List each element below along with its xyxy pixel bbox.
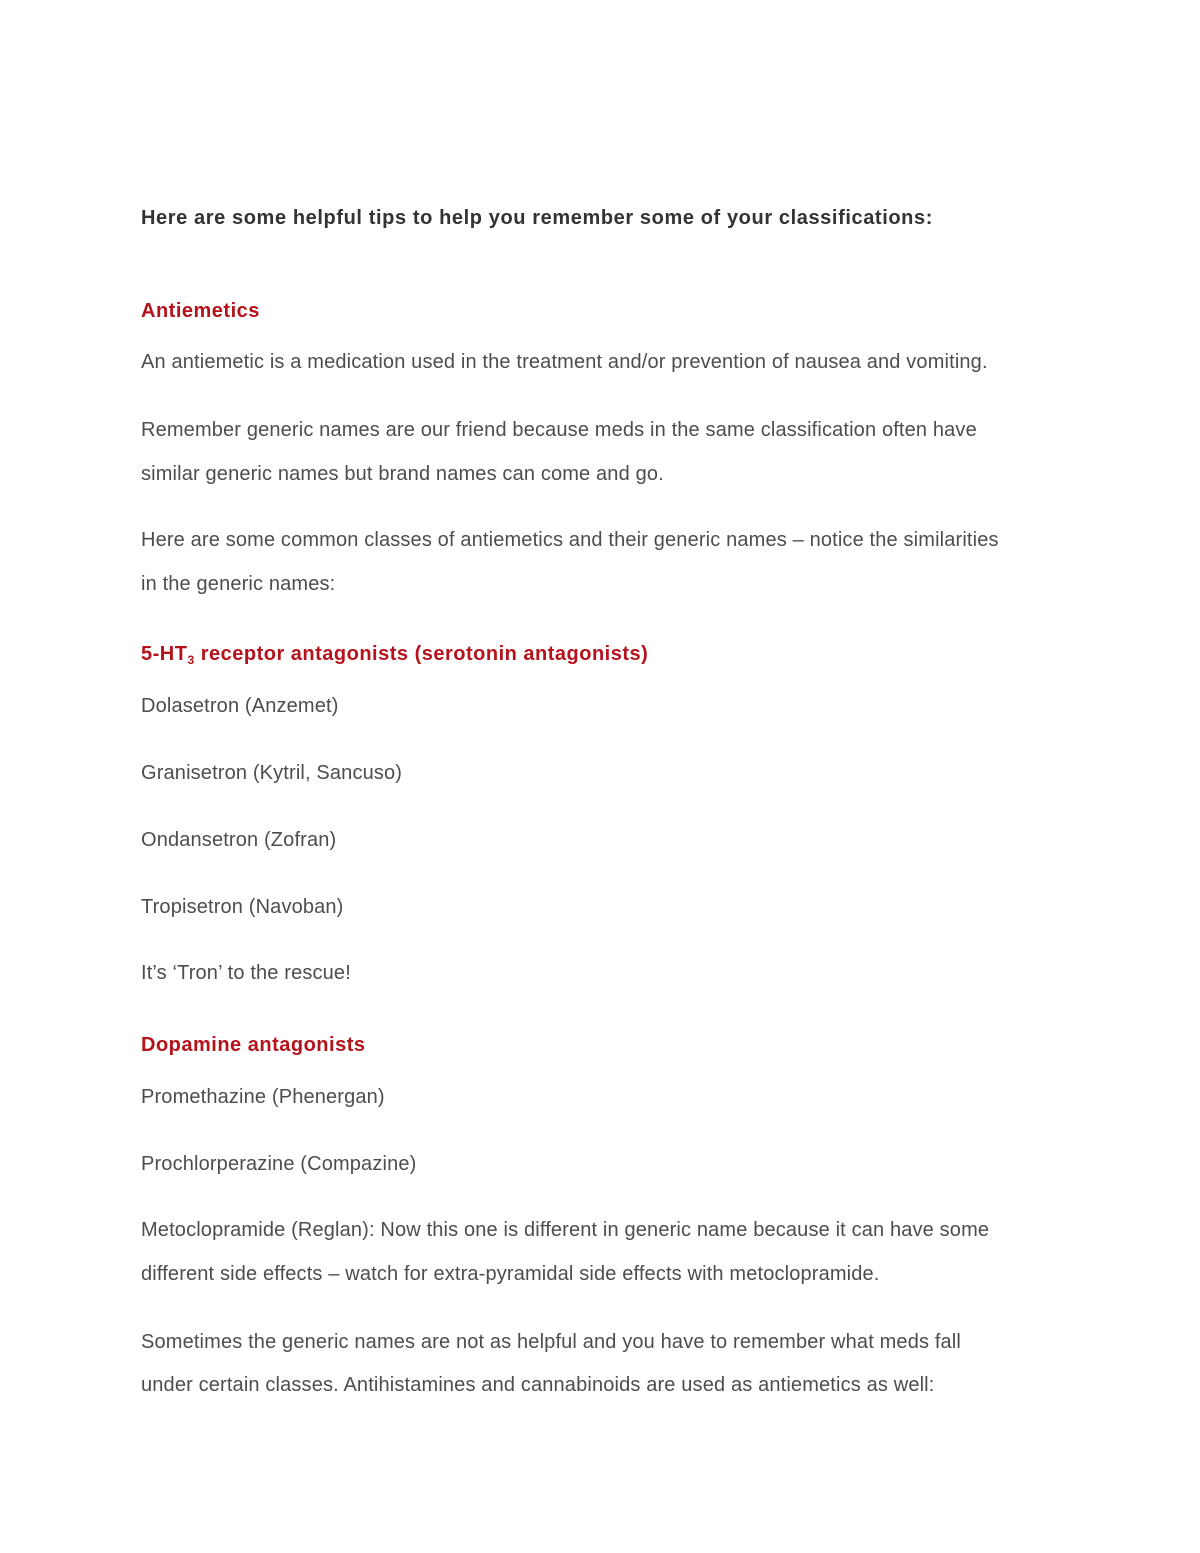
drug-item: Dolasetron (Anzemet) <box>141 695 339 717</box>
heading-subscript: 3 <box>187 653 195 667</box>
heading-prefix: 5-HT <box>141 643 188 665</box>
drug-item: Tropisetron (Navoban) <box>141 896 344 918</box>
classes-intro-line-1: Here are some common classes of antiemetics and their generic names – notice the similarities <box>141 529 999 551</box>
drug-item: Granisetron (Kytril, Sancuso) <box>141 762 403 784</box>
generic-names-tip-line-2: similar generic names but brand names can come and go. <box>141 463 664 485</box>
intro-heading: Here are some helpful tips to help you remember some of your classifications: <box>141 207 933 229</box>
generic-names-tip-line-1: Remember generic names are our friend because meds in the same classification often have <box>141 419 977 441</box>
metoclopramide-note-line-2: different side effects – watch for extra-pyramidal side effects with metoclopramide. <box>141 1263 880 1285</box>
heading-suffix: receptor antagonists (serotonin antagonists) <box>194 643 649 665</box>
closing-paragraph-line-2: under certain classes. Antihistamines and cannabinoids are used as antiemetics as well: <box>141 1374 935 1396</box>
antiemetic-definition: An antiemetic is a medication used in the treatment and/or prevention of nausea and vomiting. <box>141 351 988 373</box>
closing-paragraph-line-1: Sometimes the generic names are not as helpful and you have to remember what meds fall <box>141 1331 961 1353</box>
drug-item: Ondansetron (Zofran) <box>141 829 337 851</box>
drug-item: Prochlorperazine (Compazine) <box>141 1153 417 1175</box>
classes-intro-line-2: in the generic names: <box>141 573 336 595</box>
tron-mnemonic: It’s ‘Tron’ to the rescue! <box>141 962 351 984</box>
drug-item: Promethazine (Phenergan) <box>141 1086 385 1108</box>
serotonin-antagonists-heading <box>141 642 648 666</box>
metoclopramide-note-line-1: Metoclopramide (Reglan): Now this one is different in generic name because it can have some <box>141 1219 990 1241</box>
dopamine-antagonists-heading: Dopamine antagonists <box>141 1034 366 1056</box>
antiemetics-heading: Antiemetics <box>141 300 260 322</box>
